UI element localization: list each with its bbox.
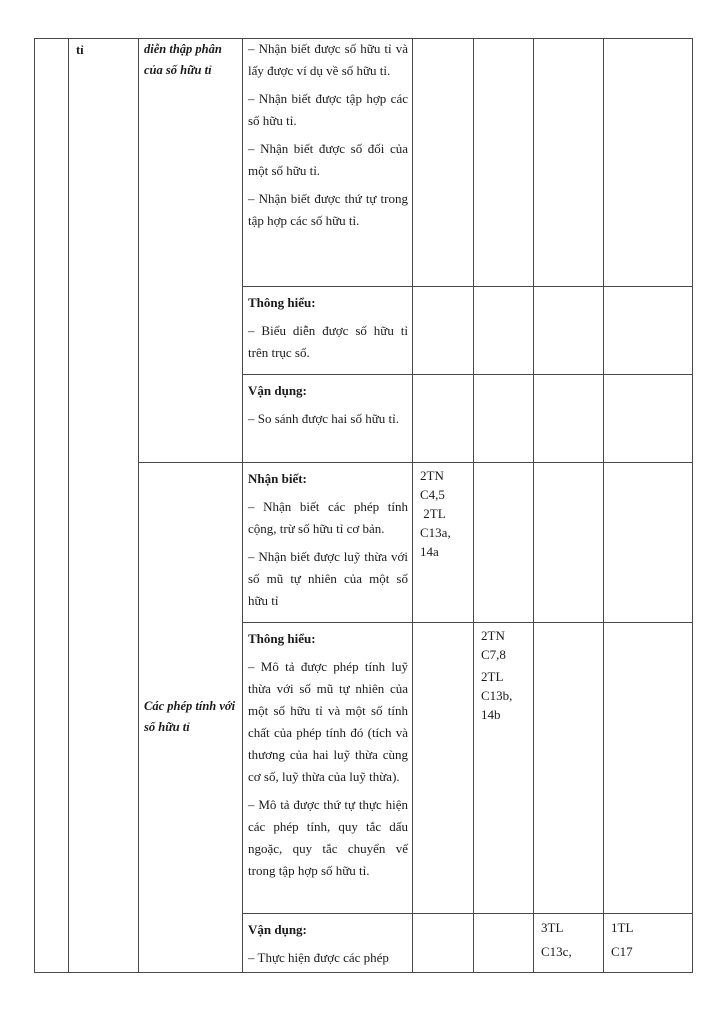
requirement-heading: Thông hiểu: [248, 631, 316, 646]
requirement-cell [248, 380, 408, 436]
table-border [242, 38, 243, 973]
topic-cell: tỉ [76, 43, 84, 57]
table-border [242, 622, 693, 623]
question-code: C13c, [541, 944, 572, 959]
question-code: C13a, [420, 525, 451, 540]
question-code: 2TL [481, 669, 504, 684]
requirement-cell [248, 38, 408, 238]
requirement-cell [248, 292, 408, 370]
question-code: C17 [611, 944, 633, 959]
requirement-text: – So sánh được hai số hữu tỉ. [248, 411, 399, 426]
requirement-heading: Thông hiểu: [248, 295, 316, 310]
question-count-cell [420, 466, 470, 561]
requirement-cell [248, 628, 408, 888]
table-border [412, 38, 413, 973]
requirement-text: – Nhận biết được số đối của một số hữu tỉ. [248, 141, 408, 178]
requirement-heading: Nhận biết: [248, 471, 307, 486]
content-cell: Các phép tính với số hữu tỉ [144, 699, 236, 734]
content-cell: diễn thập phân của số hữu tỉ [144, 42, 222, 77]
table-border [34, 38, 35, 973]
requirement-cell [248, 919, 408, 975]
question-code: C13b, [481, 688, 513, 703]
requirement-text: – Mô tả được phép tính luỹ thừa với số mũ tự nhiên của một số hữu tỉ và một số tính chất của phép tính đó (tích và thương của hai luỹ thừa cùng cơ số, luỹ thừa của luỹ thừa). [248, 659, 408, 784]
table-border [603, 38, 604, 973]
table-border [473, 38, 474, 973]
question-code: 2TN [420, 468, 444, 483]
question-code: 14a [420, 544, 439, 559]
requirement-heading: Vận dụng: [248, 922, 307, 937]
table-border [138, 38, 139, 973]
table-border [692, 38, 693, 973]
table-border [242, 374, 693, 375]
question-code: C7,8 [481, 647, 506, 662]
question-code: 2TN [481, 628, 505, 643]
requirement-heading: Vận dụng: [248, 383, 307, 398]
table-border [242, 286, 693, 287]
requirement-text: – Nhận biết được tập hợp các số hữu tỉ. [248, 91, 408, 128]
question-code: C4,5 [420, 487, 445, 502]
question-code: 1TL [611, 920, 634, 935]
question-code: 3TL [541, 920, 564, 935]
question-count-cell [541, 916, 601, 964]
requirement-text: – Nhận biết các phép tính cộng, trừ số hữu tỉ cơ bản. [248, 499, 408, 536]
requirement-cell [248, 468, 408, 618]
table-border [68, 38, 69, 973]
requirement-text: – Mô tả được thứ tự thực hiện các phép tính, quy tắc dấu ngoặc, quy tắc chuyển vế trong tập hợp số hữu tỉ. [248, 797, 408, 878]
requirement-text: – Nhận biết được thứ tự trong tập hợp các số hữu tỉ. [248, 191, 408, 228]
question-count-cell [611, 916, 681, 964]
table-border [138, 462, 693, 463]
question-code: 14b [481, 707, 501, 722]
requirement-text: – Nhận biết được số hữu tỉ và lấy được ví dụ về số hữu tỉ. [248, 41, 408, 78]
requirement-text: – Biểu diễn được số hữu tỉ trên trục số. [248, 323, 408, 360]
table-border [242, 913, 693, 914]
question-count-cell [481, 626, 531, 724]
requirement-text: – Nhận biết được luỹ thừa với số mũ tự nhiên của một số hữu tỉ [248, 549, 408, 608]
question-code: 2TL [420, 506, 446, 521]
table-border [533, 38, 534, 973]
requirement-text: – Thực hiện được các phép [248, 950, 389, 965]
